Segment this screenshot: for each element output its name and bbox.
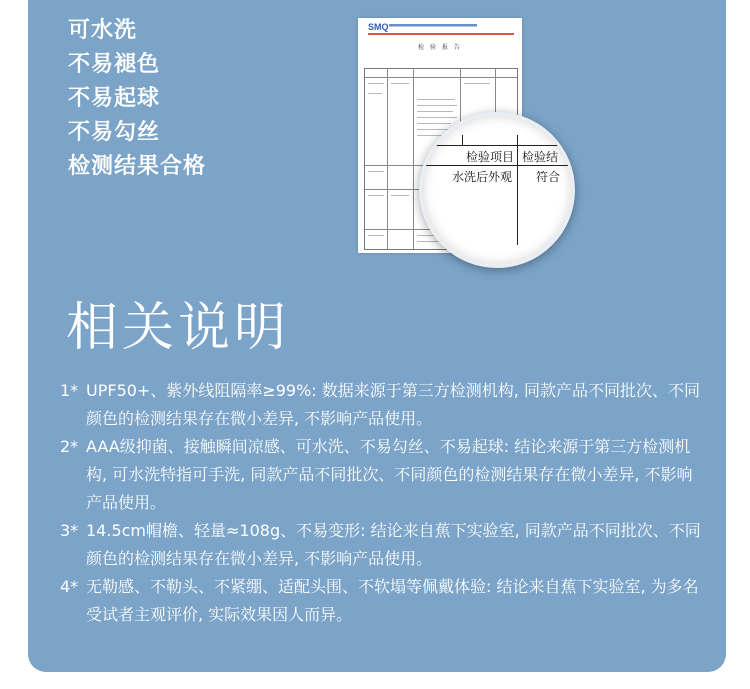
- section-title: 相关说明: [66, 298, 291, 358]
- report-header-rule: [368, 33, 514, 35]
- magnified-column-line: [517, 135, 518, 245]
- magnified-row-line: [422, 165, 572, 166]
- feature-item: 不易勾丝: [68, 120, 161, 145]
- note-item: [60, 573, 708, 629]
- feature-item: 不易起球: [68, 86, 161, 111]
- table-row-line: [365, 77, 517, 78]
- note-text: 14.5cm帽檐、轻量≈108g、不易变形: 结论来自蕉下实验室, 同款产品不同批次、不同颜色的检测结果存在微小差异, 不影响产品使用。: [86, 521, 701, 568]
- feature-item: 检测结果合格: [68, 154, 207, 179]
- magnified-header-result: 检验结: [522, 150, 559, 164]
- table-text-line: [391, 195, 409, 196]
- note-number: 2*: [60, 437, 79, 456]
- magnified-column-line: [462, 135, 463, 145]
- note-item: [60, 433, 708, 517]
- table-text-line: [464, 83, 490, 84]
- feature-list: [68, 14, 206, 184]
- note-item: [60, 517, 708, 573]
- table-text-line: [417, 111, 453, 112]
- note-number: 3*: [60, 521, 79, 540]
- table-column-line: [413, 69, 414, 249]
- magnified-row-item: 水洗后外观: [452, 170, 513, 184]
- table-text-line: [368, 83, 384, 84]
- report-org-line: [389, 23, 479, 30]
- report-logo: SMQ: [368, 22, 389, 32]
- table-column-line: [387, 69, 388, 249]
- table-text-line: [368, 171, 384, 172]
- notes-list: [60, 377, 708, 629]
- note-text: UPF50+、紫外线阻隔率≥99%: 数据来源于第三方检测机构, 同款产品不同批次、不同颜色的检测结果存在微小差异, 不影响产品使用。: [86, 381, 700, 428]
- report-org-mark: [389, 23, 479, 28]
- magnifier-lens: [419, 112, 575, 268]
- table-text-line: [368, 93, 382, 94]
- note-text: 无勒感、不勒头、不紧绷、适配头围、不软塌等佩戴体验: 结论来自蕉下实验室, 为多名受试者主观评价, 实际效果因人而异。: [86, 577, 699, 624]
- report-title: 检 验 报 告: [418, 44, 462, 51]
- table-text-line: [368, 235, 384, 236]
- note-text: AAA级抑菌、接触瞬间凉感、可水洗、不易勾丝、不易起球: 结论来源于第三方检测机构, 可水洗特指可手洗, 同款产品不同批次、不同颜色的检测结果存在微小差异, 不影响产品使用。: [86, 437, 693, 512]
- table-text-line: [417, 99, 455, 100]
- magnified-header-item: 检验项目: [466, 150, 515, 164]
- magnified-table: [422, 115, 572, 265]
- feature-item: 可水洗: [68, 18, 138, 43]
- feature-item: 不易褪色: [68, 52, 161, 77]
- magnified-row-result: 符合: [536, 170, 561, 184]
- note-number: 4*: [60, 577, 79, 596]
- note-item: [60, 377, 708, 433]
- magnified-row-line: [422, 145, 572, 146]
- table-text-line: [417, 105, 457, 106]
- table-text-line: [368, 195, 384, 196]
- info-panel: [28, 0, 726, 672]
- table-text-line: [391, 83, 409, 84]
- note-number: 1*: [60, 381, 79, 400]
